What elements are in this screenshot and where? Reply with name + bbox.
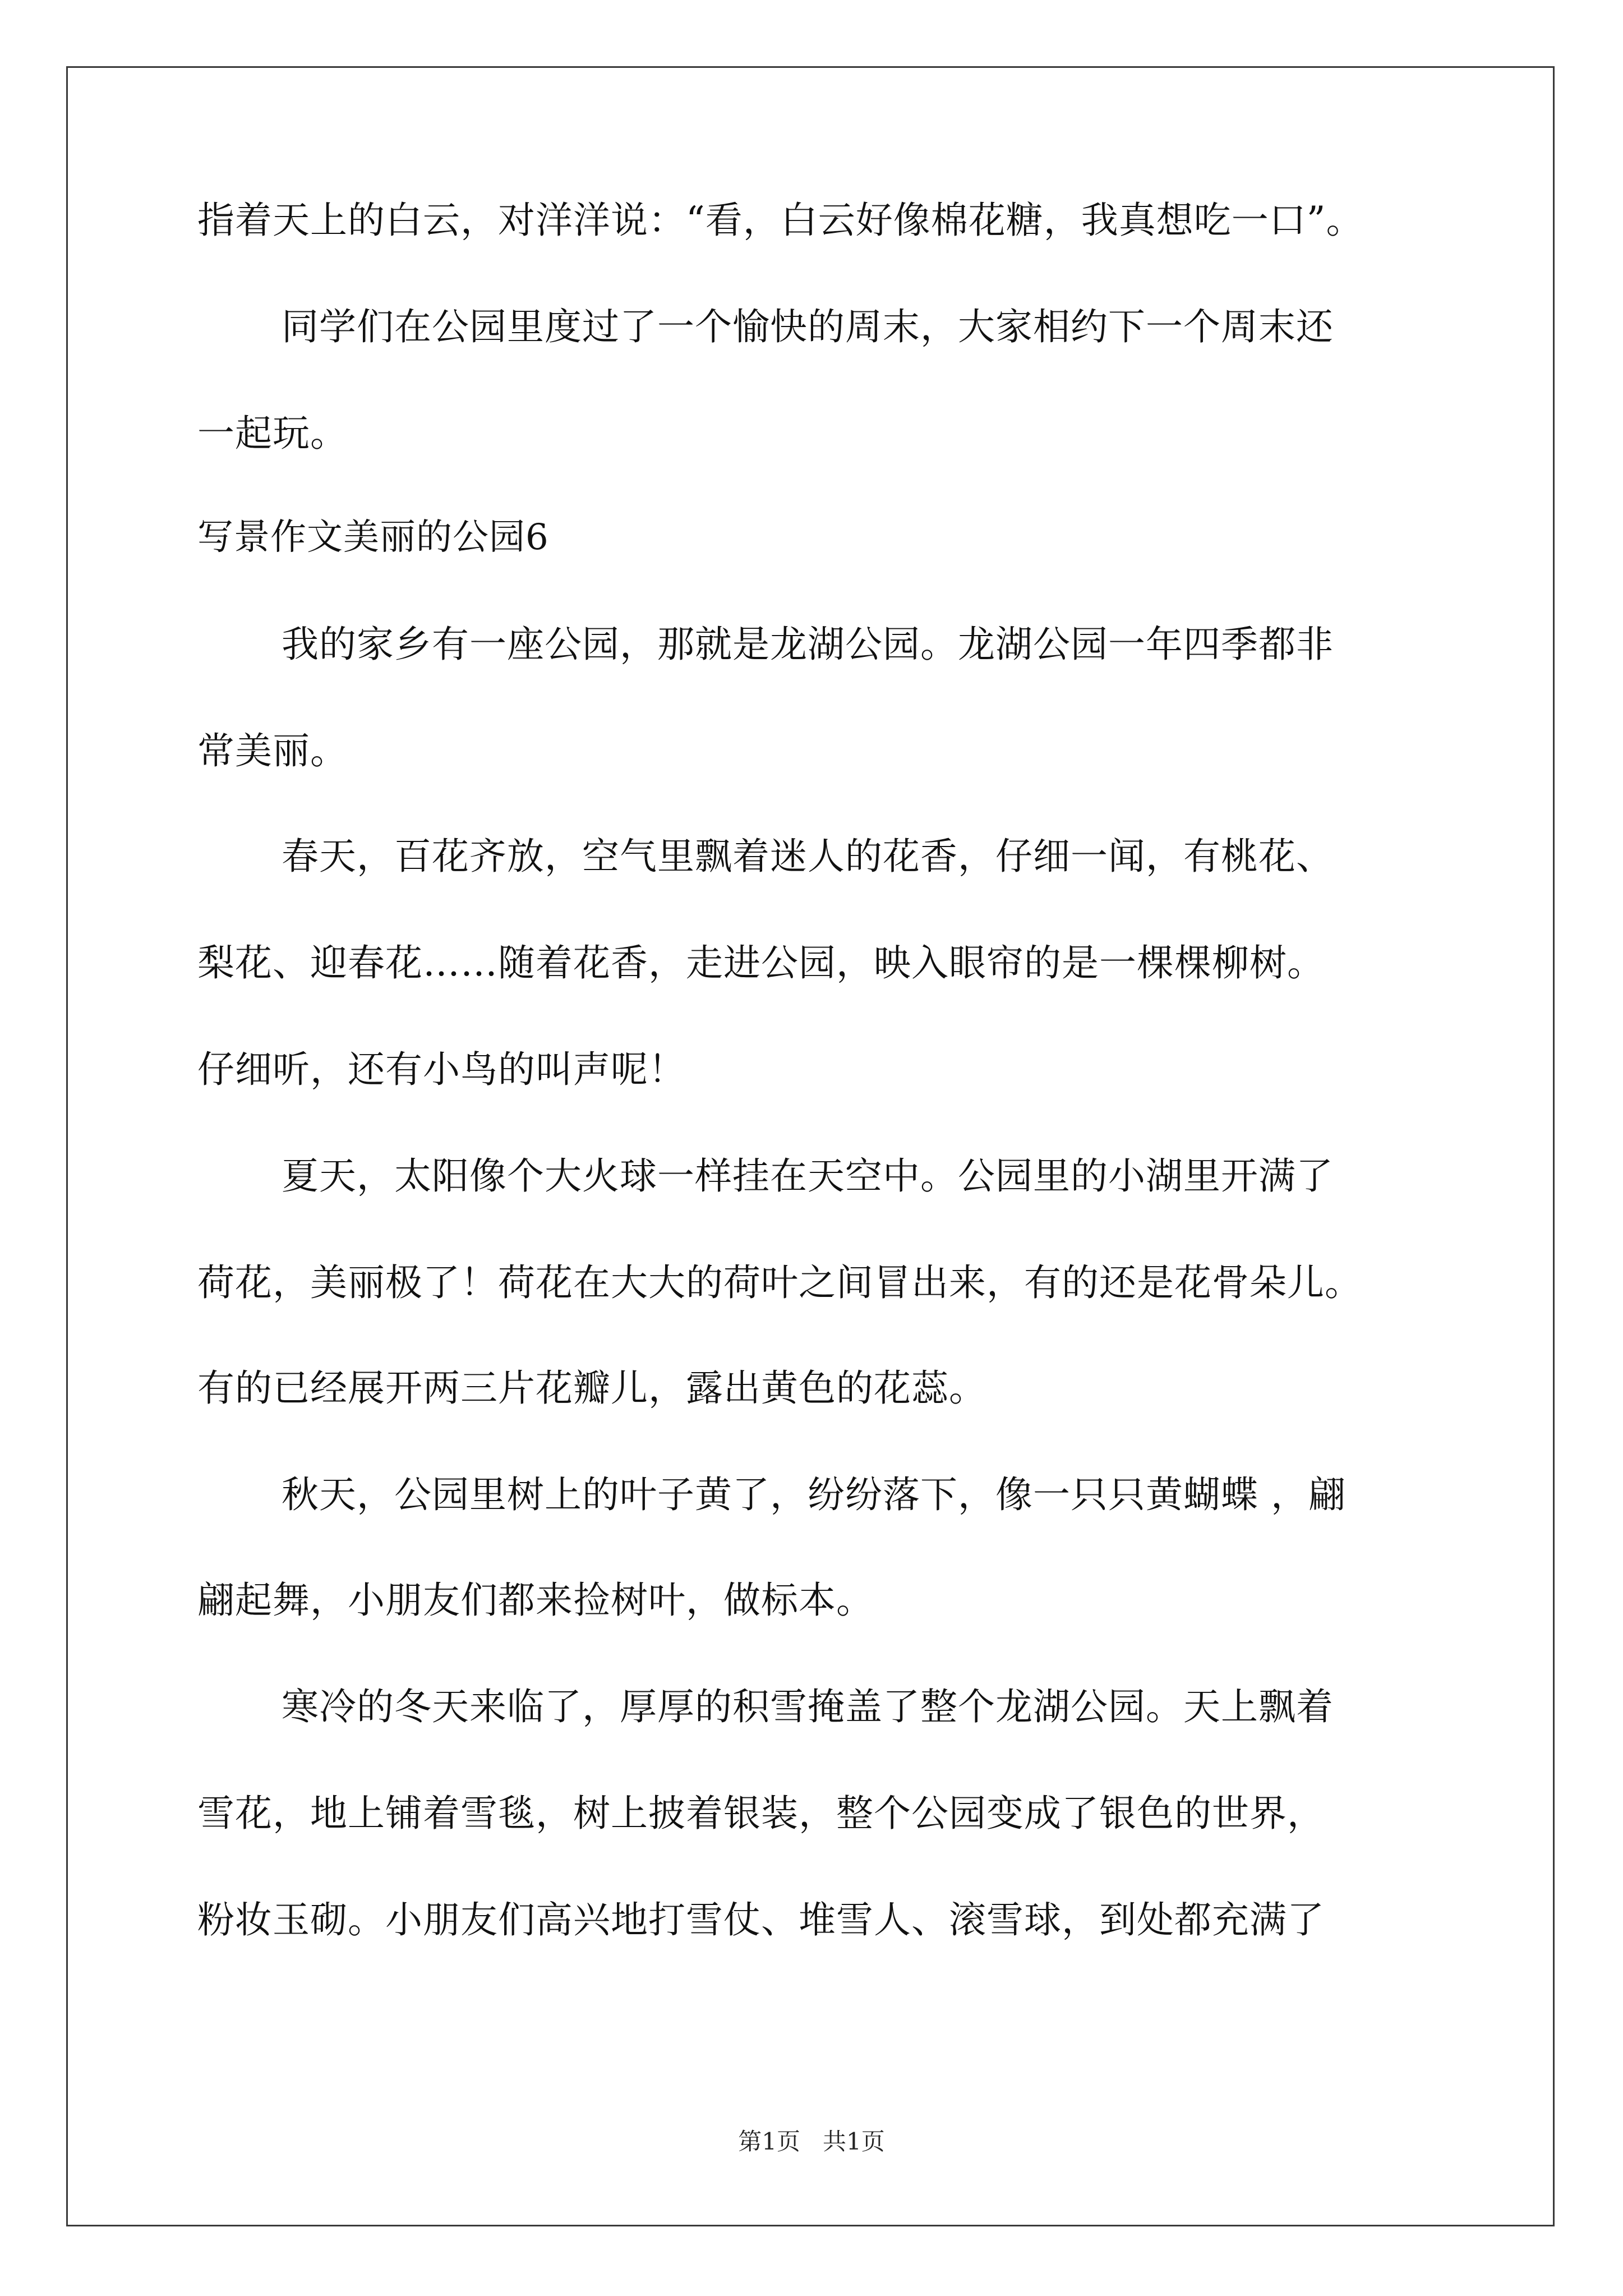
section-title: 写景作文美丽的公园6 xyxy=(197,517,549,558)
paragraph-first-line: 春天，百花齐放，空气里飘着迷人的花香，仔细一闻，有桃花、 xyxy=(282,835,1334,878)
text-line: 荷花，美丽极了！荷花在大大的荷叶之间冒出来，有的还是花骨朵儿。 xyxy=(197,1261,1362,1304)
paragraph-first-line: 同学们在公园里度过了一个愉快的周末，大家相约下一个周末还 xyxy=(282,305,1334,348)
paragraph-first-line: 寒冷的冬天来临了，厚厚的积雪掩盖了整个龙湖公园。天上飘着 xyxy=(282,1685,1334,1728)
text-line: 雪花，地上铺着雪毯，树上披着银装，整个公园变成了银色的世界， xyxy=(197,1792,1325,1835)
text-line: 仔细听，还有小鸟的叫声呢！ xyxy=(197,1048,686,1091)
paragraph-first-line: 秋天，公园里树上的叶子黄了，纷纷落下，像一只只黄蝴蝶 ，翩 xyxy=(282,1473,1346,1516)
text-line: 一起玩。 xyxy=(197,412,348,455)
text-line: 粉妆玉砌。小朋友们高兴地打雪仗、堆雪人、滚雪球，到处都充满了 xyxy=(197,1898,1325,1941)
text-line: 翩起舞，小朋友们都来捡树叶，做标本。 xyxy=(197,1579,874,1622)
paragraph-first-line: 夏天，太阳像个大火球一样挂在天空中。公园里的小湖里开满了 xyxy=(282,1154,1334,1198)
text-line: 梨花、迎春花……随着花香，走进公园，映入眼帘的是一棵棵柳树。 xyxy=(197,941,1325,984)
page-number-footer: 第1页 共1页 xyxy=(738,2128,885,2155)
paragraph-first-line: 我的家乡有一座公园，那就是龙湖公园。龙湖公园一年四季都非 xyxy=(282,623,1334,666)
text-line: 常美丽。 xyxy=(197,729,348,772)
text-line: 有的已经展开两三片花瓣儿，露出黄色的花蕊。 xyxy=(197,1366,986,1410)
text-line: 指着天上的白云，对洋洋说：“看，白云好像棉花糖，我真想吃一口”。 xyxy=(197,199,1364,242)
